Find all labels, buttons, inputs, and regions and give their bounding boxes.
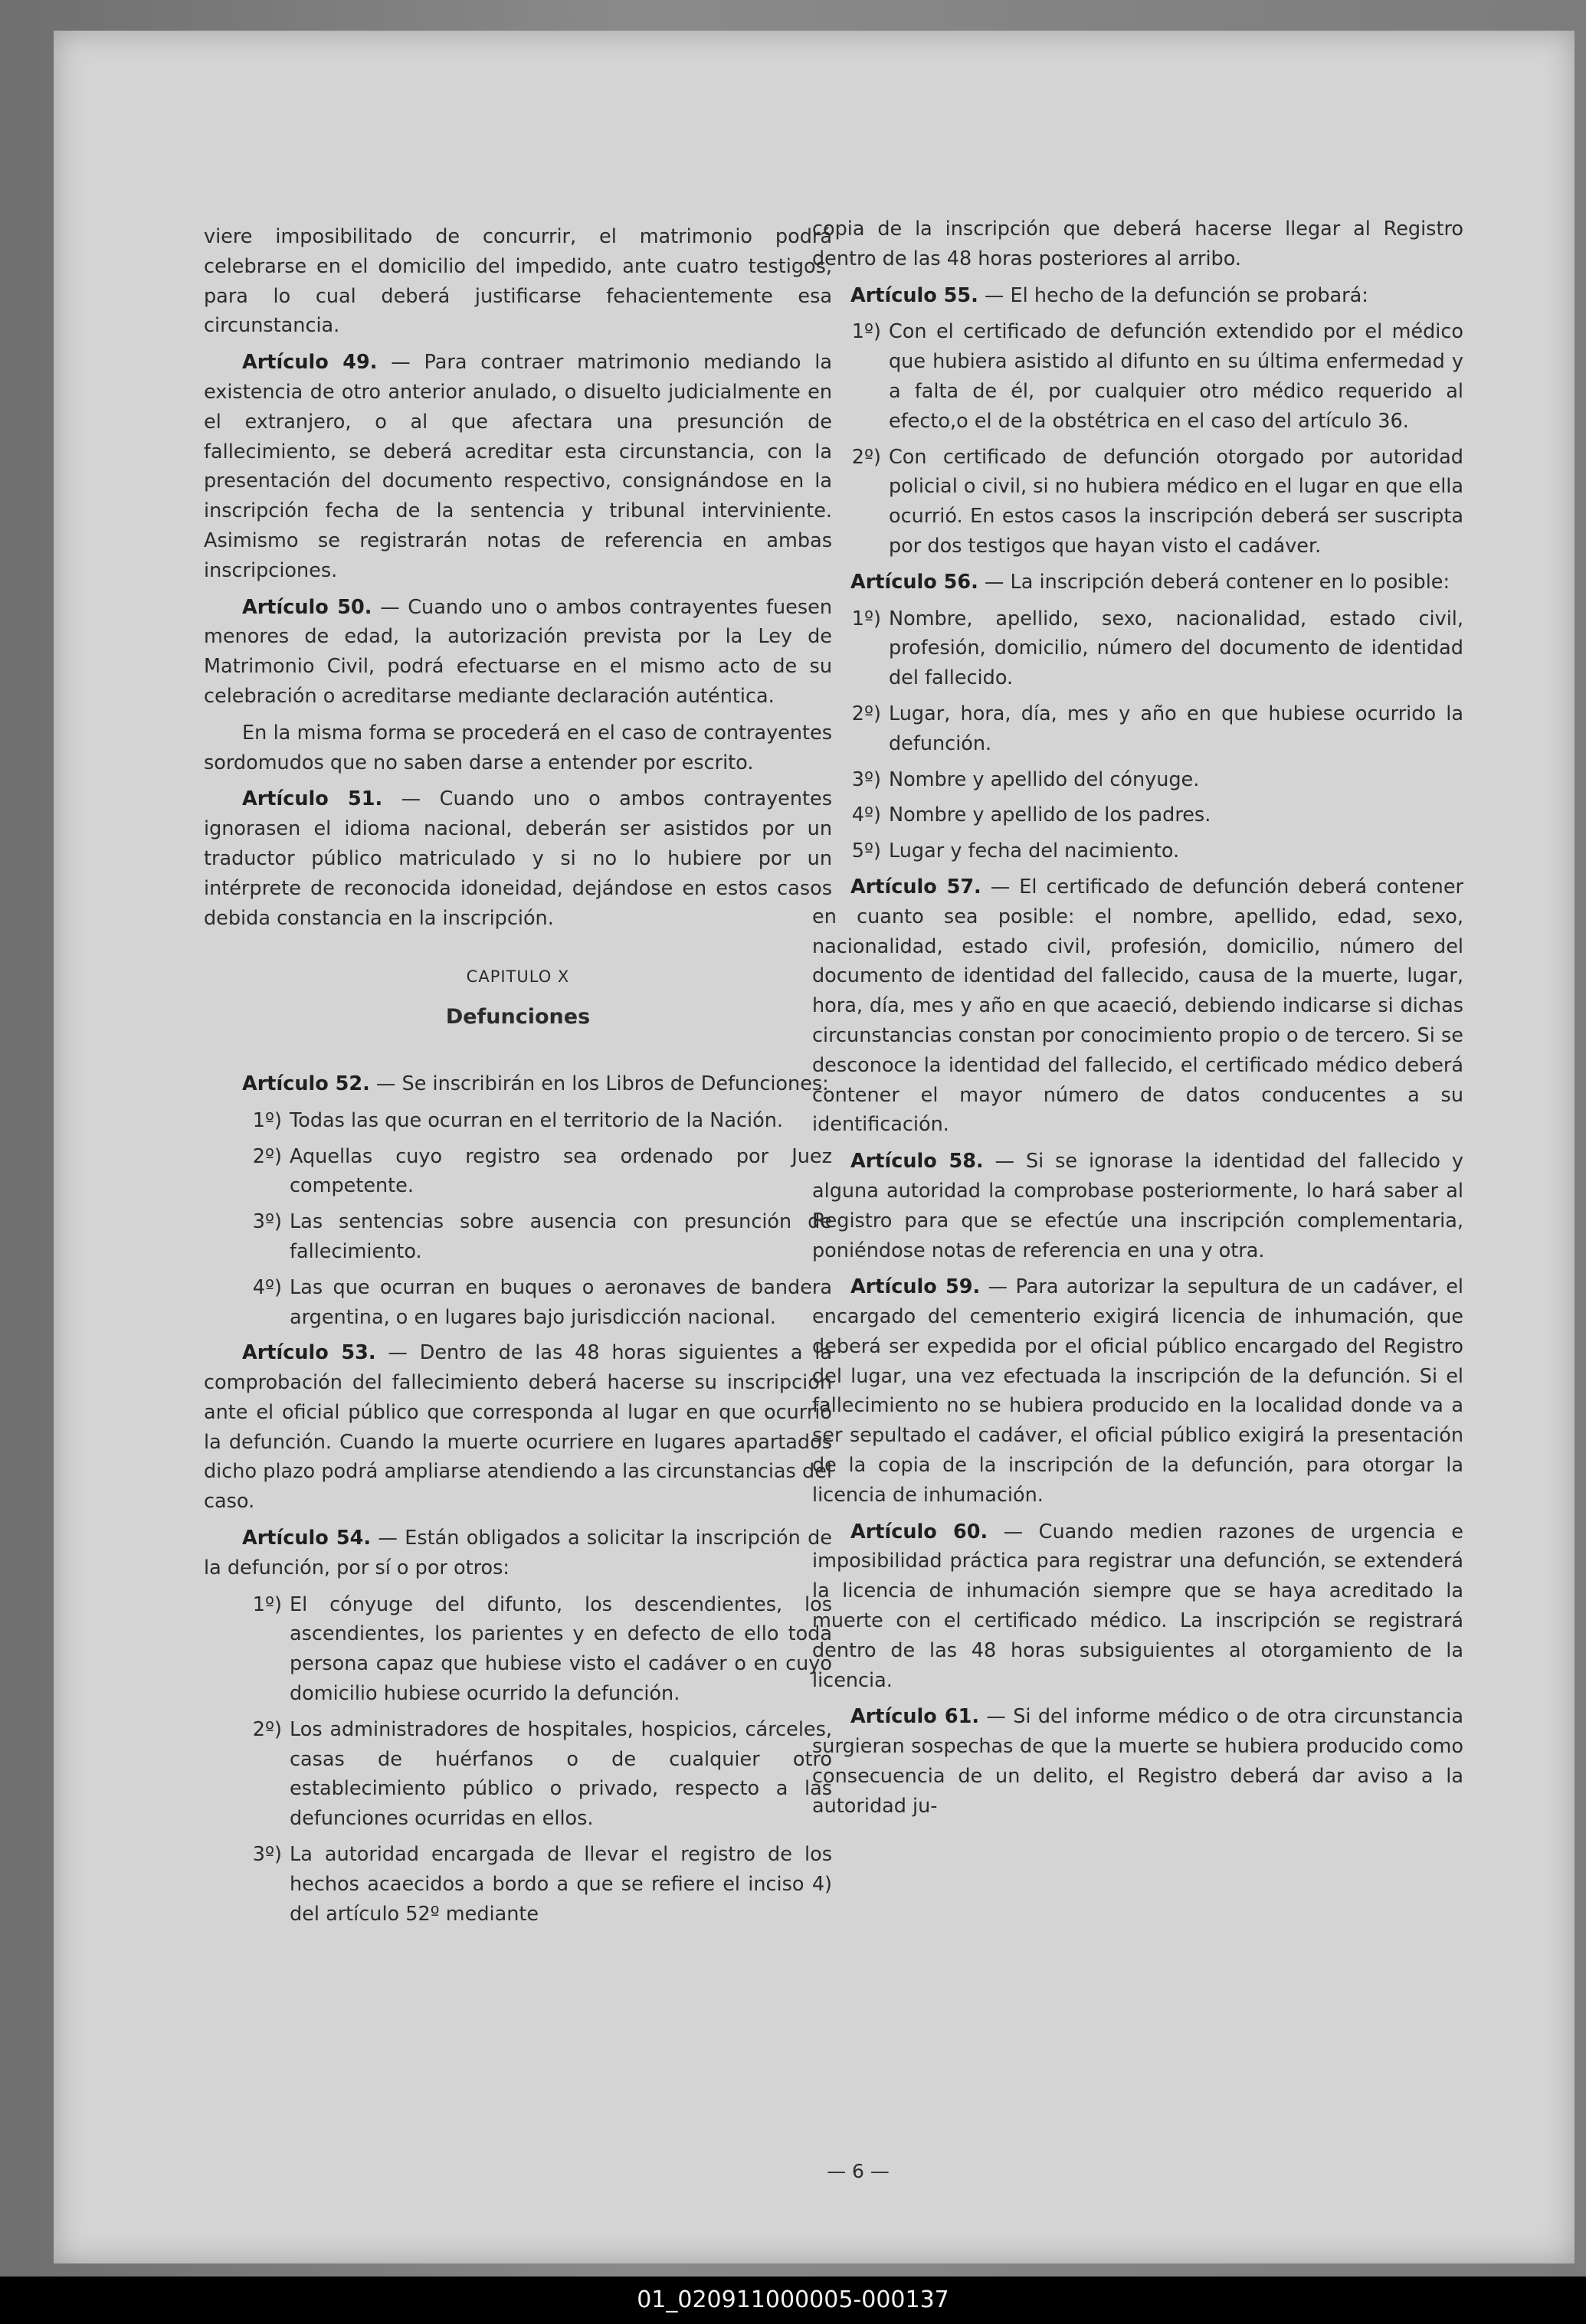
paragraph-text: En la misma forma se procederá en el caso de contrayentes sordomudos que no saben darse a entender por escrito. — [204, 721, 832, 774]
article-paragraph — [812, 1702, 1463, 1821]
article-heading: Artículo 59. — [850, 1275, 981, 1299]
list-item-text: Nombre y apellido del cónyuge. — [889, 768, 1200, 791]
article-paragraph — [812, 1147, 1463, 1265]
paragraph-text: — Cuando medien razones de urgencia e imposibilidad práctica para registrar una defunción, se extenderá la licencia de inhumación siempre que se haya acreditado la muerte con el certificado médico. La inscripción se registrará dentro de las 48 horas subsiguientes al otorgamiento de la licencia. — [812, 1520, 1463, 1692]
list-item — [204, 1715, 832, 1834]
list-item-number: 1º) — [252, 1592, 282, 1616]
article-paragraph — [204, 348, 832, 585]
list-item-text: El cónyuge del difunto, los descendientes, los ascendientes, los parientes y en defecto de ello toda persona capaz que hubiese visto el cadáver o en cuyo domicilio hubiese ocurrido la defunción. — [290, 1592, 832, 1706]
article-paragraph — [812, 1517, 1463, 1696]
article-heading: Artículo 55. — [850, 283, 978, 307]
list-item-text: Nombre y apellido de los padres. — [889, 804, 1211, 827]
article-paragraph — [204, 784, 832, 933]
article-heading: Artículo 56. — [850, 570, 978, 594]
list-item — [204, 1590, 832, 1709]
list-item — [204, 1207, 832, 1267]
list-item — [204, 1106, 832, 1136]
list-item — [204, 1142, 832, 1202]
list-item-text: Los administradores de hospitales, hospicios, cárceles, casas de huérfanos o de cualquier otro establecimiento público o privado, respecto a las defunciones ocurridas en ellos. — [290, 1717, 832, 1831]
article-heading: Artículo 58. — [850, 1150, 984, 1173]
list-item-number: 2º) — [252, 1717, 282, 1741]
list-item — [812, 443, 1463, 561]
article-heading: Artículo 53. — [242, 1341, 376, 1365]
list-item-number: 1º) — [851, 607, 881, 630]
article-paragraph — [812, 1272, 1463, 1510]
list-item-number: 5º) — [851, 840, 881, 863]
document-page — [54, 31, 1575, 2263]
paragraph — [204, 222, 832, 341]
list-item-number: 4º) — [851, 804, 881, 827]
list-item-text: Las sentencias sobre ausencia con presunción de fallecimiento. — [290, 1210, 832, 1263]
chapter-label: CAPITULO X — [466, 967, 570, 987]
list-item-number: 4º) — [252, 1275, 282, 1299]
article-paragraph — [204, 1338, 832, 1517]
article-heading: Artículo 57. — [850, 875, 981, 899]
list-item-number: 3º) — [252, 1210, 282, 1234]
paragraph-text: — El hecho de la defunción se probará: — [978, 283, 1368, 307]
list-item-text: Lugar, hora, día, mes y año en que hubiese ocurrido la defunción. — [889, 702, 1463, 755]
paragraph — [204, 718, 832, 778]
section-title: Defunciones — [445, 1005, 591, 1029]
list-item — [812, 604, 1463, 693]
paragraph-text: — El certificado de defunción deberá contener en cuanto sea posible: el nombre, apellido, edad, sexo, nacionalidad, estado civil, profesión, domicilio, número del documento de identidad del fallecido, causa de la muerte, lugar, hora, día, mes y año en que acaeció, debiendo indicarse si dichas circunstancias constan por conocimiento propio o de tercero. Si se desconoce la identidad del fallecido, el certificado médico deberá contener el mayor número de datos conducentes a su identificación. — [812, 875, 1463, 1137]
paragraph-text: viere imposibilitado de concurrir, el matrimonio podrá celebrarse en el domicilio del impedido, ante cuatro testigos, para lo cual deberá justificarse fehacientemente esa circunstancia. — [204, 225, 832, 338]
paragraph-text: — Están obligados a solicitar la inscripción de la defunción, por sí o por otros: — [204, 1527, 832, 1579]
page-number: — 6 — — [827, 2160, 890, 2182]
article-heading: Artículo 54. — [242, 1527, 372, 1550]
paragraph-text: — Se inscribirán en los Libros de Defunciones: — [369, 1072, 829, 1095]
list-item-number: 3º) — [252, 1843, 282, 1867]
list-item-number: 2º) — [851, 702, 881, 725]
right-column — [812, 214, 1463, 1828]
list-item-text: Con el certificado de defunción extendido por el médico que hubiera asistido al difunto en su última enfermedad y a falta de él, por cualquier otro médico requerido al efecto,o el de la obstétrica en el caso del artículo 36. — [889, 320, 1463, 433]
article-heading: Artículo 50. — [242, 595, 372, 619]
article-paragraph — [812, 568, 1463, 597]
article-paragraph — [812, 872, 1463, 1140]
list-item — [204, 1840, 832, 1929]
paragraph-text: — Dentro de las 48 horas siguientes a la comprobación del fallecimiento deberá hacerse su inscripción ante el oficial público que corresponda al lugar en que ocurrió la defunción. Cuando la muerte ocurriere en lugares apartados dicho plazo podrá ampliarse atendiendo a las circunstancias del caso. — [204, 1341, 833, 1514]
list-item — [812, 800, 1463, 830]
list-item-text: Nombre, apellido, sexo, nacionalidad, estado civil, profesión, domicilio, número del documento de identidad del fallecido. — [889, 607, 1463, 690]
list-item — [204, 1273, 832, 1333]
paragraph-text: — Para autorizar la sepultura de un cadáver, el encargado del cementerio exigirá licencia de inhumación, que deberá ser expedida por el oficial público encargado del Registro del lugar, una vez efectuada la inscripción de la defunción. Si el fallecimiento no se hubiera producido en la localidad donde va a ser sepultado el cadáver, el oficial público exigirá la presentación de la copia de la inscripción de la defunción, para otorgar la licencia de inhumación. — [812, 1275, 1463, 1507]
list-item — [812, 317, 1463, 436]
list-item-text: Aquellas cuyo registro sea ordenado por Juez competente. — [290, 1144, 832, 1198]
left-column — [204, 222, 832, 1935]
article-heading: Artículo 52. — [242, 1072, 370, 1095]
list-item-text: La autoridad encargada de llevar el registro de los hechos acaecidos a bordo a que se refiere el inciso 4) del artículo 52º mediante — [290, 1843, 832, 1926]
list-item — [812, 765, 1463, 795]
frame-id-label: 01_020911000005-000137 — [0, 2277, 1586, 2324]
list-item-text: Lugar y fecha del nacimiento. — [889, 840, 1180, 863]
article-paragraph — [204, 1524, 832, 1583]
article-heading: Artículo 61. — [850, 1705, 980, 1729]
list-item-number: 2º) — [851, 445, 881, 469]
list-item-text: Las que ocurran en buques o aeronaves de bandera argentina, o en lugares bajo jurisdicción nacional. — [290, 1275, 832, 1329]
paragraph — [812, 214, 1463, 274]
paragraph-text: — Si del informe médico o de otra circunstancia surgieran sospechas de que la muerte se hubiera producido como consecuencia de un delito, el Registro deberá dar aviso a la autoridad ju- — [812, 1705, 1463, 1818]
list-item — [812, 699, 1463, 759]
list-item-number: 1º) — [851, 320, 881, 344]
list-item-number: 2º) — [252, 1144, 282, 1168]
article-paragraph — [204, 1069, 832, 1099]
list-item-text: Con certificado de defunción otorgado por autoridad policial o civil, si no hubiera médico en el lugar en que ella ocurrió. En estos casos la inscripción deberá ser suscripta por dos testigos que hayan visto el cadáver. — [889, 445, 1463, 558]
list-item-number: 1º) — [252, 1108, 282, 1132]
article-heading: Artículo 51. — [242, 787, 383, 811]
article-paragraph — [812, 281, 1463, 311]
list-item-number: 3º) — [851, 768, 881, 791]
article-heading: Artículo 60. — [850, 1520, 988, 1543]
paragraph-text: — Para contraer matrimonio mediando la existencia de otro anterior anulado, o disuelto judicialmente en el extranjero, o al que afectara una presunción de fallecimiento, se deberá acreditar esta circunstancia, con la presentación del documento respectivo, consignándose en la inscripción fecha de la sentencia y tribunal interviniente. Asimismo se registrarán notas de referencia en ambas inscripciones. — [204, 351, 832, 582]
article-heading: Artículo 49. — [242, 351, 378, 375]
paragraph-text: — Cuando uno o ambos contrayentes fuesen menores de edad, la autorización prevista por la Ley de Matrimonio Civil, podrá efectuarse en el mismo acto de su celebración o acreditarse mediante declaración auténtica. — [204, 595, 832, 708]
list-item-text: Todas las que ocurran en el territorio de la Nación. — [290, 1108, 783, 1132]
paragraph-text: — Cuando uno o ambos contrayentes ignorasen el idioma nacional, deberán ser asistidos por un traductor público matriculado y si no lo hubiere por un intérprete de reconocida idoneidad, dejándose en estos casos debida constancia en la inscripción. — [204, 787, 832, 930]
paragraph-text: — Si se ignorase la identidad del fallecido y alguna autoridad la comprobase posteriormente, lo hará saber al Registro para que se efectúe una inscripción complementaria, poniéndose notas de referencia en una y otra. — [812, 1150, 1463, 1262]
paragraph-text: — La inscripción deberá contener en lo posible: — [978, 570, 1450, 594]
article-paragraph — [204, 593, 832, 712]
paragraph-text: copia de la inscripción que deberá hacerse llegar al Registro dentro de las 48 horas posteriores al arribo. — [812, 218, 1463, 270]
list-item — [812, 836, 1463, 866]
